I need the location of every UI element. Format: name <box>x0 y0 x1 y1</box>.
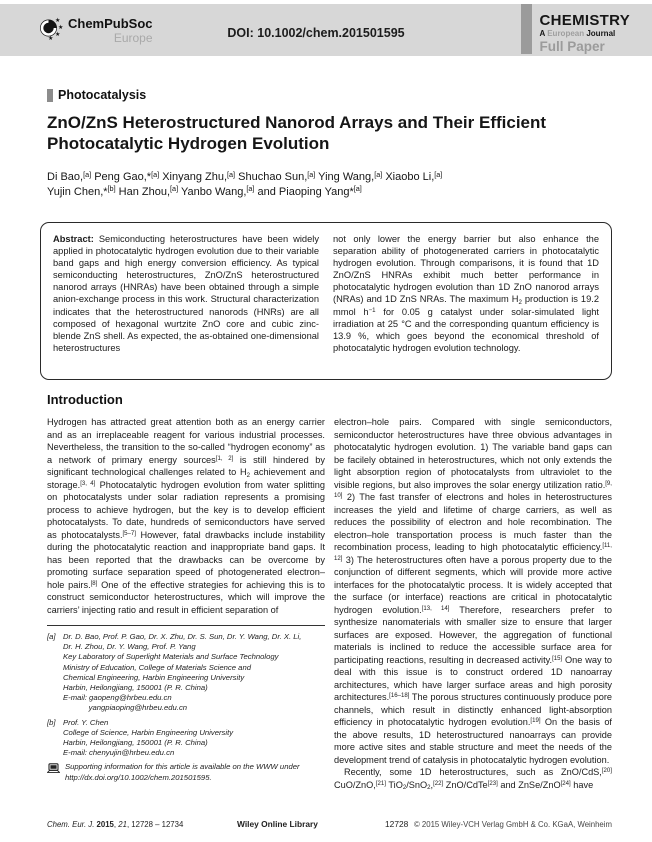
category-marker <box>47 89 53 102</box>
logo-name: ChemPubSoc <box>68 16 153 31</box>
svg-text:★: ★ <box>48 36 54 42</box>
header-band <box>0 4 652 56</box>
intro-left-paragraph: Hydrogen has attracted great attention both as an energy carrier and as an irreplaceable reagent for various industrial processes. Nevertheless, the transition to the so-called “hydrogen economy” as a network of primary energy sources[1, 2] is still hindered by significant technological challenges related to $H_2$ achievement and storage.[3, 4] Photocatalytic hydrogen evolution from water splitting on photocatalysts under solar radiation represents a promising process to achieve hydrogen, but the key is to develop efficient photocatalysts. To date, hundreds of semiconductors have served as photocatalysts.[5–7] However, fatal drawbacks include instability during the photocatalytic reaction and inappropriate band gaps. It has been reported that the drawbacks can be overcome by promoting surface separation speed of photogenerated electron–hole pairs.[8] One of the effective strategies for achieving this is to construct semiconductor heterostructures, which will improve the carriers’ injecting ratio and result in efficient separation of <box>47 417 326 615</box>
svg-text:★: ★ <box>55 18 61 24</box>
section-heading-introduction: Introduction <box>47 392 123 407</box>
journal-sub-european: European <box>547 28 587 38</box>
abstract-column-left: Abstract: Semiconducting heterostructures have been widely applied in photocatalytic hydrogen evolution due to their variable band gaps and high energy conversion efficiency. As typical semiconducting heterostructures, ZnO/ZnS heterostructured nanorod arrays (HNRAs) have been obtained through a simple anion-exchange process in this work. Structural characterization indicates that the heterostructured nanorods (HNRs) are all composed of hexagonal wurtzite ZnO core and cubic zinc-blende ZnS shell. As expected, the as-obtained one-dimensional heterostructures <box>53 234 319 353</box>
footnote-b-body: Prof. Y. Chen College of Science, Harbin Engineering University Harbin, Heilongjiang, 150001 (P. R. China) E-mail: chenyujin@hrbeu.edu.cn <box>63 717 234 758</box>
journal-subtitle <box>540 30 630 38</box>
journal-badge <box>521 4 630 54</box>
chempubsoc-logo <box>36 14 153 47</box>
category-row <box>47 88 146 102</box>
logo-region: Europe <box>113 31 153 45</box>
abstract-column-right: not only lower the energy barrier but also enhance the separation ability of photogenerated carriers in photocatalytic hydrogen evolution. Through comparisons, it is found that 1D ZnO/ZnS HNRAs exhibit much better performance in photocatalytic hydrogen evolution than 1D ZnO nanorod arrays (NRAs) and 1D ZnS NRAs. The maximum $H_2$ production is 19.2 mmol $h^{-1}$ for 0.05 g catalyst under solar-simulated light irradiation at 25 °C and the corresponding quantum efficiency is 13.9 %, which goes beyond the economical threshold of photocatalytic hydrogen evolution technology. <box>333 234 599 353</box>
wiley-online-library-label: Wiley Online Library <box>237 819 318 829</box>
abstract-box <box>40 222 612 380</box>
author-line-1: Di Bao,[a] Peng Gao,*[a] Xinyang Zhu,[a] Shuchao Sun,[a] Ying Wang,[a] Xiaobo Li,[a] <box>47 169 443 183</box>
footnote-a-label: [a] <box>47 632 56 641</box>
footnote-b <box>47 718 325 759</box>
badge-bar <box>521 4 532 54</box>
footnote-b-label: [b] <box>47 717 56 727</box>
journal-sub-journal: Journal <box>586 28 616 38</box>
svg-text:★: ★ <box>55 32 61 38</box>
logo-text <box>68 17 153 44</box>
badge-text <box>540 4 630 54</box>
author-line-2: Yujin Chen,*[b] Han Zhou,[a] Yanbo Wang,[a] and Piaoping Yang*[a] <box>47 184 362 198</box>
footnote-a-body: Dr. D. Bao, Prof. P. Gao, Dr. X. Zhu, Dr. S. Sun, Dr. Y. Wang, Dr. X. Li, Dr. H. Zhou, Dr. Y. Wang, Prof. P. Yang Key Laboratory of Superlight Materials and Surface Technology Ministry of Education, College of Materials Science and Chemical Engineering, Harbin Engineering University Harbin, Heilongjiang, 150001 (P. R. China) E-mail: gaopeng@hrbeu.edu.cn yangpiaoping@hrbeu.edu.cn <box>63 632 302 713</box>
supporting-info-note <box>47 762 325 782</box>
footnote-divider <box>47 625 325 626</box>
svg-text:★: ★ <box>58 25 64 31</box>
intro-right-paragraph-1: electron–hole pairs. Compared with single semiconductors, semiconductor heterostructures have three obvious advantages in photocatalytic hydrogen evolution. 1) The variable band gaps can be facilely obtained in heterostructures, which not only extends the light absorption region of photocatalysts from ultraviolet to the visible regions, but also improves the solar energy utilization ratio.[9, 10] 2) The fast transfer of electrons and holes in heterostructures increases the yield and lifetime of charge carriers, as well as reduces the possibility of electron and hole recombination. The electron–hole transportation process is much faster than the recombination process, leading to high photocatalytic efficiency.[11, 12] 3) The heterostructures often have a porous property due to the conjunction of different segments, which will provide more active interfaces for the photocatalytic process. It is widely accepted that the surface (or interface) reactions are critical in photocatalytic hydrogen evolution.[13, 14] Therefore, researchers prefer to synthesize nanomaterials with smaller size to ensure that larger surfaces are exposed. However, the aggregation of functional materials is inclined to reduce the accessible surface area for participating reactions, resulting in decreased activity.[15] One way to deal with this issue is to construct ordered 1D nanoarray architectures, which have larger surface areas and high porosity architectures.[16–18] The porous structures continuously produce pore channels, which result in distinctly enhanced light-absorption efficiency in photocatalytic hydrogen evolution.[19] On the basis of the above results, 1D heterostructured nanoarrays can provide more active sites and stable structure and meet the needs of the development trend of catalysis in photocatalytic hydrogen evolution. <box>334 417 612 765</box>
body-columns <box>47 416 612 818</box>
citation-text: Chem. Eur. J. 2015, 21, 12728 – 12734 <box>47 820 184 829</box>
article-title: ZnO/ZnS Heterostructured Nanorod Arrays and Their Efficient Photocatalytic Hydrogen Evolution <box>47 113 547 153</box>
chempubsoc-emblem-icon <box>36 14 64 47</box>
article-type-label: Full Paper <box>539 39 605 55</box>
laptop-icon <box>47 762 60 782</box>
intro-right-paragraph-2: Recently, some 1D heterostructures, such as ZnO/CdS,[20] CuO/ZnO,[21] TiO$_2$/SnO$_2$,[22] ZnO/CdTe[23] and ZnSe/ZnO[24] have <box>334 767 612 792</box>
author-list <box>47 170 612 199</box>
left-column <box>47 416 325 818</box>
copyright-text: © 2015 Wiley-VCH Verlag GmbH & Co. KGaA, Weinheim <box>414 820 612 829</box>
journal-sub-a: A <box>539 28 548 38</box>
category-label: Photocatalysis <box>58 88 147 102</box>
footnote-a <box>47 632 325 714</box>
journal-title: CHEMISTRY <box>539 12 630 29</box>
right-column <box>334 416 612 818</box>
page-number: 12728 <box>385 819 409 829</box>
doi-text: DOI: 10.1002/chem.201501595 <box>227 26 405 40</box>
page-footer <box>0 818 652 834</box>
supporting-info-text: Supporting information for this article is available on the WWW under http://dx.doi.org/10.1002/chem.201501595. <box>65 762 300 782</box>
